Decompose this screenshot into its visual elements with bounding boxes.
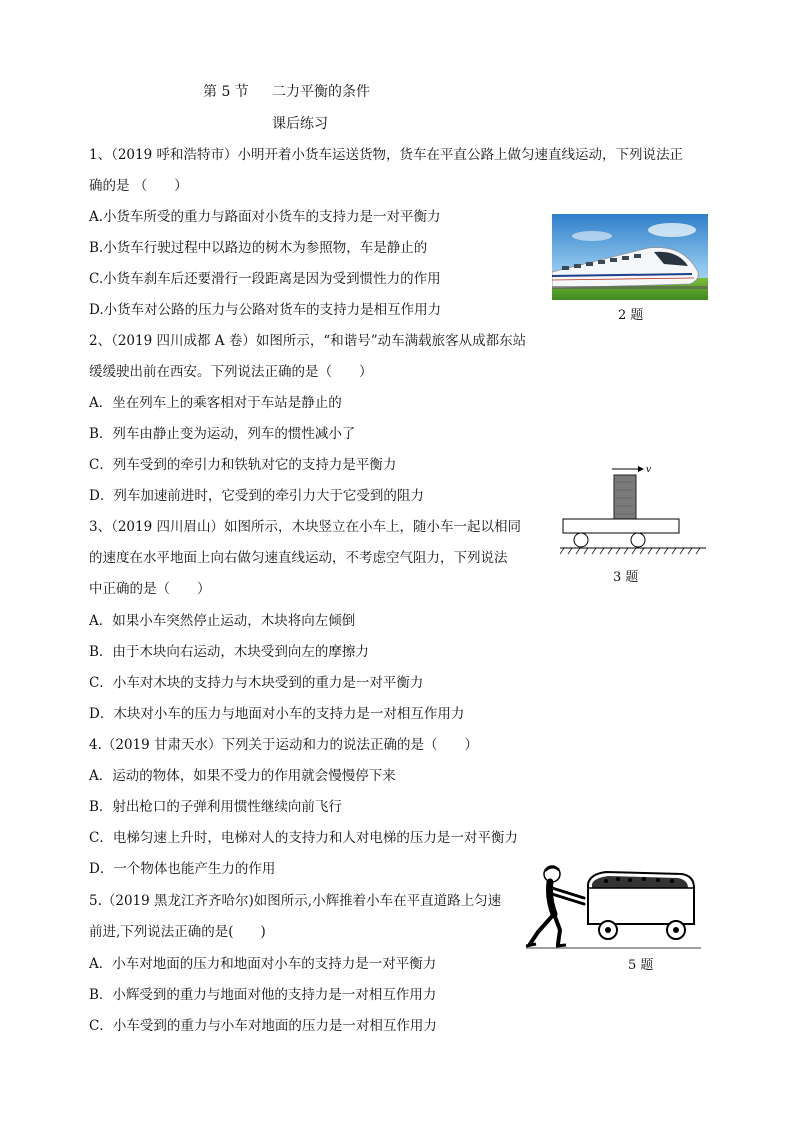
q2-stem-line-2: 缓缓驶出前在西安。下列说法正确的是（ ） xyxy=(89,364,373,380)
figure-caption-5: 5 题 xyxy=(628,958,654,973)
q1-stem-line-2: 确的是 （ ） xyxy=(89,178,188,194)
q2-option-c: C．列车受到的牵引力和铁轨对它的支持力是平衡力 xyxy=(89,457,397,473)
q2-option-d: D．列车加速前进时，它受到的牵引力大于它受到的阻力 xyxy=(89,488,424,504)
page-subtitle: 课后练习 xyxy=(272,116,328,132)
q3-option-d: D．木块对小车的压力与地面对小车的支持力是一对相互作用力 xyxy=(89,706,465,722)
figure-caption-2: 2 题 xyxy=(618,308,644,323)
q5-option-b: B．小辉受到的重力与地面对他的支持力是一对相互作用力 xyxy=(89,987,437,1003)
pushing-cart-figure xyxy=(526,862,706,954)
q1-option-c: C.小货车刹车后还要滑行一段距离是因为受到惯性力的作用 xyxy=(89,271,441,287)
page-title: 二力平衡的条件 xyxy=(272,84,370,100)
q5-option-a: A．小车对地面的压力和地面对小车的支持力是一对平衡力 xyxy=(89,956,437,972)
q2-option-a: A．坐在列车上的乘客相对于车站是静止的 xyxy=(89,395,342,411)
q4-stem-line-1: 4.（2019 甘肃天水）下列关于运动和力的说法正确的是（ ） xyxy=(89,737,479,753)
q2-stem-line-1: 2、（2019 四川成都 A 卷）如图所示，“和谐号”动车满载旅客从成都东站 xyxy=(89,333,527,349)
velocity-label: v xyxy=(646,465,652,475)
q4-option-a: A．运动的物体，如果不受力的作用就会慢慢停下来 xyxy=(89,768,396,784)
q4-option-d: D．一个物体也能产生力的作用 xyxy=(89,861,276,877)
q5-option-c: C．小车受到的重力与小车对地面的压力是一对相互作用力 xyxy=(89,1018,437,1034)
q5-stem-line-1: 5.（2019 黑龙江齐齐哈尔)如图所示,小辉推着小车在平直道路上匀速 xyxy=(89,893,502,909)
q3-stem-line-3: 中正确的是（ ） xyxy=(89,581,211,597)
figure-caption-3: 3 题 xyxy=(613,570,639,585)
section-number: 第 5 节 xyxy=(203,84,249,100)
q3-option-a: A．如果小车突然停止运动，木块将向左倾倒 xyxy=(89,613,356,629)
q1-option-d: D.小货车对公路的压力与公路对货车的支持力是相互作用力 xyxy=(89,302,442,318)
q2-option-b: B．列车由静止变为运动，列车的惯性减小了 xyxy=(89,426,356,442)
q1-stem-line-1: 1、（2019 呼和浩特市）小明开着小货车运送货物，货车在平直公路上做匀速直线运动，下列说法正 xyxy=(89,147,683,163)
cart-diagram xyxy=(560,462,708,562)
q3-option-b: B．由于木块向右运动，木块受到向左的摩擦力 xyxy=(89,644,369,660)
train-photo xyxy=(552,214,708,300)
q3-stem-line-2: 的速度在水平地面上向右做匀速直线运动，不考虑空气阻力，下列说法 xyxy=(89,550,508,566)
q1-option-b: B.小货车行驶过程中以路边的树木为参照物，车是静止的 xyxy=(89,240,428,256)
q4-option-b: B．射出枪口的子弹利用惯性继续向前飞行 xyxy=(89,799,342,815)
q3-stem-line-1: 3、（2019 四川眉山）如图所示，木块竖立在小车上，随小车一起以相同 xyxy=(89,519,521,535)
q4-option-c: C．电梯匀速上升时，电梯对人的支持力和人对电梯的压力是一对平衡力 xyxy=(89,830,518,846)
q5-stem-line-2: 前进,下列说法正确的是( ) xyxy=(89,924,266,940)
q1-option-a: A.小货车所受的重力与路面对小货车的支持力是一对平衡力 xyxy=(89,209,441,225)
q3-option-c: C．小车对木块的支持力与木块受到的重力是一对平衡力 xyxy=(89,675,424,691)
